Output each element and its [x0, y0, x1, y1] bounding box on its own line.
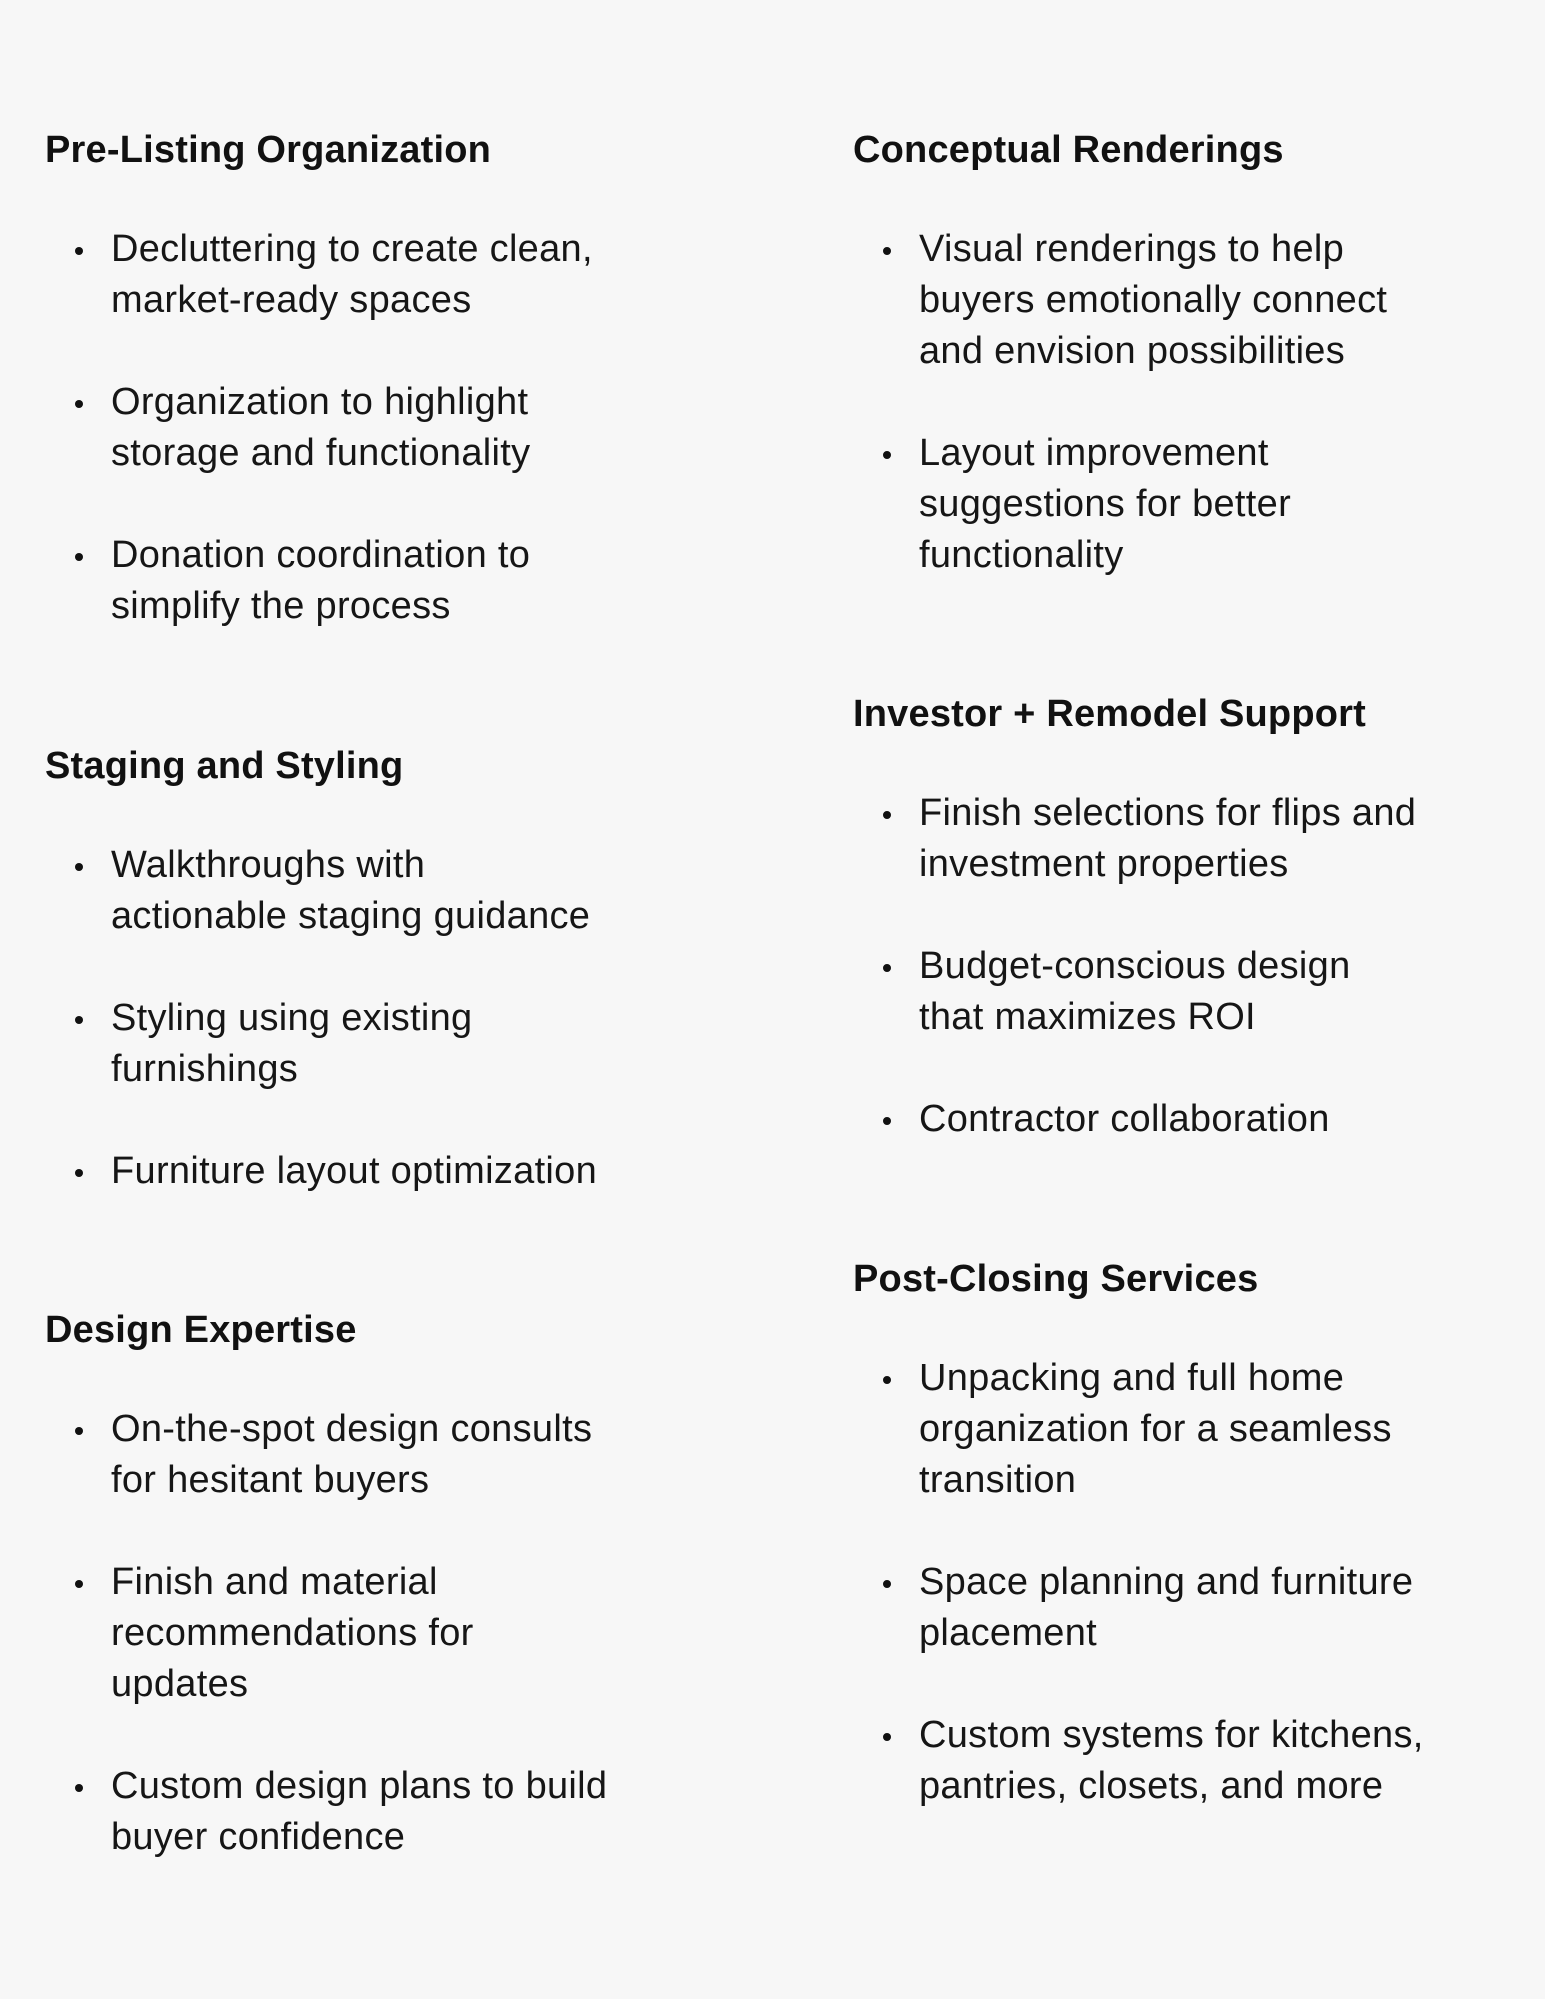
list-item: Custom systems for kitchens, pantries, closets, and more	[853, 1710, 1545, 1812]
bullet-list	[45, 1404, 745, 1863]
list-item: Space planning and furniture placement	[853, 1557, 1545, 1659]
section-investor-remodel-support	[853, 690, 1545, 1196]
list-item: Finish and material recommendations for updates	[45, 1557, 751, 1710]
section-pre-listing-organization	[45, 126, 745, 683]
section-heading: Conceptual Renderings	[853, 129, 1284, 171]
bullet-list	[853, 224, 1545, 581]
list-item: Budget-conscious design that maximizes ROI	[853, 941, 1545, 1043]
section-conceptual-renderings	[853, 126, 1545, 632]
list-item: Organization to highlight storage and functionality	[45, 377, 751, 479]
list-item: On-the-spot design consults for hesitant buyers	[45, 1404, 751, 1506]
bullet-list	[853, 788, 1545, 1145]
list-item: Furniture layout optimization	[45, 1146, 751, 1197]
section-heading: Pre-Listing Organization	[45, 129, 492, 171]
section-post-closing-services	[853, 1255, 1545, 1863]
list-item: Finish selections for flips and investment properties	[853, 788, 1545, 890]
section-heading: Investor + Remodel Support	[853, 693, 1367, 735]
list-item: Styling using existing furnishings	[45, 993, 751, 1095]
section-staging-and-styling	[45, 742, 745, 1248]
list-item: Layout improvement suggestions for better functionality	[853, 428, 1545, 581]
list-item: Unpacking and full home organization for a seamless transition	[853, 1353, 1545, 1506]
bullet-list	[45, 840, 745, 1197]
list-item: Decluttering to create clean, market-ready spaces	[45, 224, 751, 326]
list-item: Visual renderings to help buyers emotionally connect and envision possibilities	[853, 224, 1545, 377]
list-item: Custom design plans to build buyer confidence	[45, 1761, 751, 1863]
section-heading: Staging and Styling	[45, 745, 404, 787]
list-item: Walkthroughs with actionable staging guidance	[45, 840, 751, 942]
section-design-expertise	[45, 1306, 745, 1914]
list-item: Donation coordination to simplify the process	[45, 530, 751, 632]
bullet-list	[45, 224, 745, 632]
section-heading: Post-Closing Services	[853, 1258, 1259, 1300]
section-heading: Design Expertise	[45, 1309, 357, 1351]
list-item: Contractor collaboration	[853, 1094, 1545, 1145]
bullet-list	[853, 1353, 1545, 1812]
